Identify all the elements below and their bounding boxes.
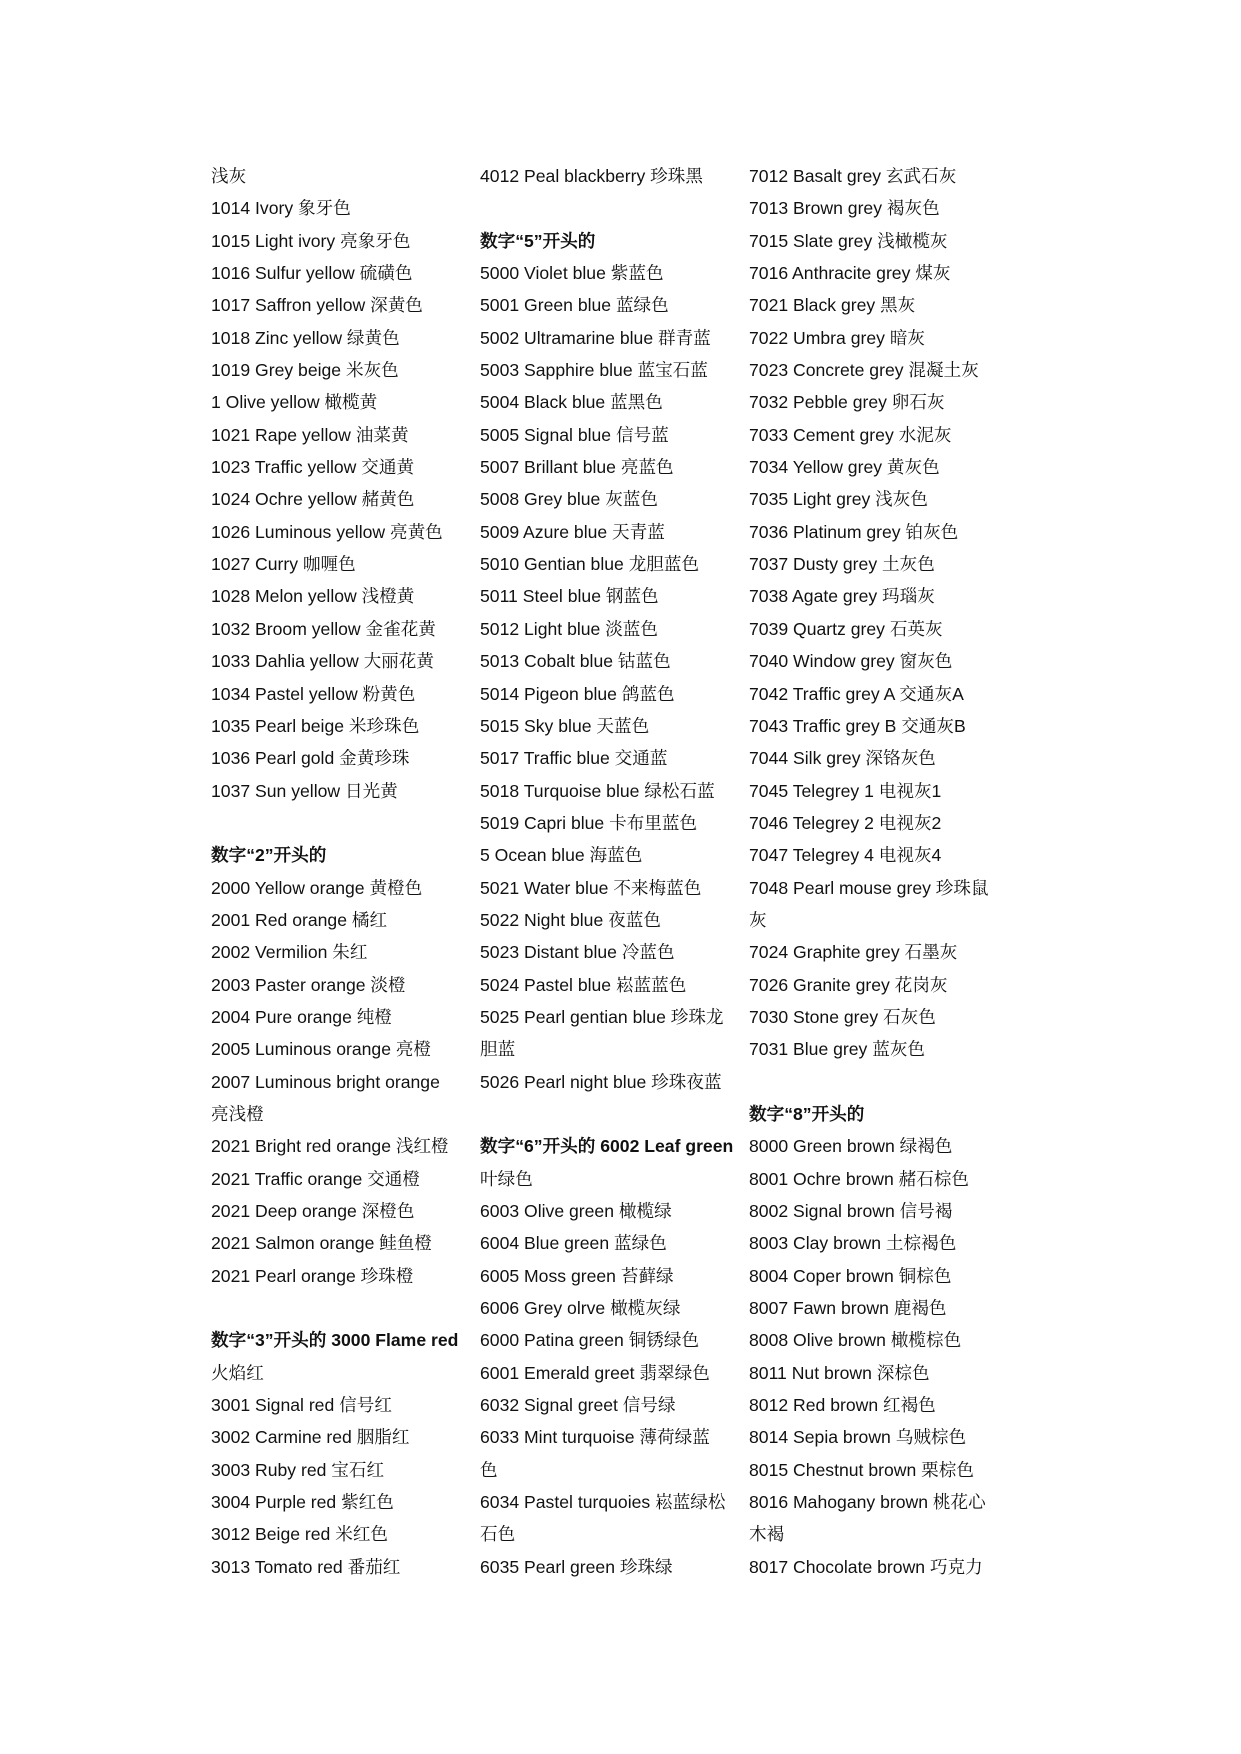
color-entry-line: 6033 Mint turquoise 薄荷绿蓝 (480, 1427, 710, 1448)
color-entry-line: 2002 Vermilion 朱红 (211, 942, 368, 963)
color-entry-line: 7039 Quartz grey 石英灰 (749, 618, 943, 639)
color-entry-line: 6006 Grey olrve 橄榄灰绿 (480, 1298, 681, 1319)
color-entry-line: 8014 Sepia brown 乌贼棕色 (749, 1427, 967, 1448)
color-entry-line: 5 Ocean blue 海蓝色 (480, 845, 643, 866)
color-entry-line: 石色 (480, 1524, 516, 1545)
color-entry-line: 2021 Pearl orange 珍珠橙 (211, 1265, 414, 1286)
color-entry-line: 2021 Bright red orange 浅红橙 (211, 1136, 449, 1157)
color-entry-line: 2003 Paster orange 淡橙 (211, 974, 406, 995)
color-entry-line: 7046 Telegrey 2 电视灰2 (749, 812, 942, 833)
color-entry-line: 7045 Telegrey 1 电视灰1 (749, 780, 942, 801)
color-entry-line: 7012 Basalt grey 玄武石灰 (749, 166, 957, 186)
color-entry-line: 7036 Platinum grey 铂灰色 (749, 521, 959, 542)
color-entry-line: 5026 Pearl night blue 珍珠夜蓝 (480, 1071, 722, 1092)
color-entry-line: 7024 Graphite grey 石墨灰 (749, 942, 958, 963)
color-entry-line: 5000 Violet blue 紫蓝色 (480, 263, 664, 284)
color-entry-line: 7033 Cement grey 水泥灰 (749, 424, 952, 445)
color-entry-line: 1034 Pastel yellow 粉黄色 (211, 683, 416, 704)
color-entry-line: 2004 Pure orange 纯橙 (211, 1006, 392, 1027)
color-entry-line: 5013 Cobalt blue 钴蓝色 (480, 651, 671, 672)
color-entry-line: 1015 Light ivory 亮象牙色 (211, 230, 411, 251)
blank-line (480, 192, 748, 224)
color-entry-line: 木褐 (749, 1524, 785, 1545)
color-entry-line: 6000 Patina green 铜锈绿色 (480, 1330, 700, 1351)
color-entry-line: 7031 Blue grey 蓝灰色 (749, 1039, 926, 1060)
color-entry-line: 1028 Melon yellow 浅橙黄 (211, 586, 415, 607)
color-entry-line: 5024 Pastel blue 崧蓝蓝色 (480, 974, 687, 995)
blank-line (211, 807, 473, 839)
color-entry-line: 7026 Granite grey 花岗灰 (749, 974, 948, 995)
color-entry-line: 7044 Silk grey 深铬灰色 (749, 748, 936, 769)
color-entry-line: 1021 Rape yellow 油菜黄 (211, 424, 409, 445)
color-entry-line: 火焰红 (211, 1362, 264, 1383)
color-entry-line: 7043 Traffic grey B 交通灰B (749, 715, 966, 736)
color-entry-line: 7023 Concrete grey 混凝土灰 (749, 360, 979, 381)
color-entry-line: 8004 Coper brown 铜棕色 (749, 1265, 952, 1286)
color-entry-line: 5022 Night blue 夜蓝色 (480, 909, 661, 930)
color-entry-line: 5025 Pearl gentian blue 珍珠龙 (480, 1006, 724, 1027)
color-entry-line: 1017 Saffron yellow 深黄色 (211, 295, 423, 316)
color-entry-line: 1018 Zinc yellow 绿黄色 (211, 327, 400, 348)
color-entry-line: 8015 Chestnut brown 栗棕色 (749, 1459, 974, 1480)
color-entry-line: 7022 Umbra grey 暗灰 (749, 327, 926, 348)
color-entry-line: 5001 Green blue 蓝绿色 (480, 295, 669, 316)
color-entry-line: 2021 Traffic orange 交通橙 (211, 1168, 420, 1189)
text-column-1 (211, 160, 473, 1583)
color-entry-line: 7047 Telegrey 4 电视灰4 (749, 845, 942, 866)
color-entry-line: 5021 Water blue 不来梅蓝色 (480, 877, 702, 898)
color-entry-line: 6032 Signal greet 信号绿 (480, 1395, 676, 1416)
color-entry-line: 5014 Pigeon blue 鸽蓝色 (480, 683, 675, 704)
color-entry-line: 3002 Carmine red 胭脂红 (211, 1427, 410, 1448)
color-entry-line: 7013 Brown grey 褐灰色 (749, 198, 940, 219)
blank-line (211, 1292, 473, 1324)
color-entry-line: 5019 Capri blue 卡布里蓝色 (480, 812, 698, 833)
color-entry-line: 2021 Deep orange 深橙色 (211, 1201, 415, 1221)
color-entry-line: 5004 Black blue 蓝黑色 (480, 392, 663, 413)
color-entry-line: 7040 Window grey 窗灰色 (749, 651, 953, 672)
section-heading: 数字“2”开头的 (211, 845, 327, 866)
color-entry-line: 8017 Chocolate brown 巧克力 (749, 1556, 983, 1577)
color-entry-line: 1023 Traffic yellow 交通黄 (211, 457, 415, 478)
blank-line (749, 1066, 1011, 1098)
color-entry-line: 灰 (749, 909, 767, 930)
color-entry-line: 8011 Nut brown 深棕色 (749, 1362, 930, 1383)
color-entry-line: 2005 Luminous orange 亮橙 (211, 1039, 432, 1060)
color-entry-line: 1035 Pearl beige 米珍珠色 (211, 715, 420, 736)
color-entry-line: 5023 Distant blue 冷蓝色 (480, 942, 675, 963)
color-entry-line: 1014 Ivory 象牙色 (211, 198, 351, 219)
color-entry-line: 1037 Sun yellow 日光黄 (211, 780, 398, 801)
color-entry-line: 8012 Red brown 红褐色 (749, 1395, 936, 1416)
color-entry-line: 1027 Curry 咖喱色 (211, 554, 356, 575)
color-entry-line: 1016 Sulfur yellow 硫磺色 (211, 263, 413, 284)
color-entry-line: 8000 Green brown 绿褐色 (749, 1136, 953, 1157)
color-entry-line: 1 Olive yellow 橄榄黄 (211, 392, 378, 413)
color-entry-line: 3012 Beige red 米红色 (211, 1524, 389, 1545)
color-entry-line: 5015 Sky blue 天蓝色 (480, 715, 650, 736)
color-entry-line: 5002 Ultramarine blue 群青蓝 (480, 327, 711, 348)
color-entry-line: 叶绿色 (480, 1168, 533, 1189)
color-entry-line: 7042 Traffic grey A 交通灰A (749, 683, 964, 704)
color-entry-line: 1036 Pearl gold 金黄珍珠 (211, 748, 410, 769)
color-entry-line: 7032 Pebble grey 卵石灰 (749, 392, 945, 413)
color-entry-line: 2007 Luminous bright orange (211, 1071, 440, 1092)
color-entry-line: 7030 Stone grey 石灰色 (749, 1006, 936, 1027)
color-entry-line: 色 (480, 1459, 498, 1480)
color-entry-line: 5011 Steel blue 钢蓝色 (480, 586, 659, 607)
color-entry-line: 7015 Slate grey 浅橄榄灰 (749, 230, 948, 251)
color-entry-line: 5012 Light blue 淡蓝色 (480, 618, 658, 639)
color-entry-line: 7035 Light grey 浅灰色 (749, 489, 928, 510)
color-entry-line: 8008 Olive brown 橄榄棕色 (749, 1330, 962, 1351)
color-entry-line: 2001 Red orange 橘红 (211, 909, 388, 930)
color-entry-line: 5008 Grey blue 灰蓝色 (480, 489, 658, 510)
color-entry-line: 5003 Sapphire blue 蓝宝石蓝 (480, 360, 708, 381)
color-entry-line: 亮浅橙 (211, 1103, 264, 1124)
color-entry-line: 8001 Ochre brown 赭石棕色 (749, 1168, 970, 1189)
color-entry-line: 1024 Ochre yellow 赭黄色 (211, 489, 415, 510)
color-entry-line: 7048 Pearl mouse grey 珍珠鼠 (749, 877, 989, 898)
blank-line (480, 1098, 748, 1130)
color-entry-line: 6005 Moss green 苔藓绿 (480, 1265, 674, 1286)
section-heading: 数字“8”开头的 (749, 1103, 865, 1124)
color-entry-line: 5018 Turquoise blue 绿松石蓝 (480, 780, 715, 801)
color-entry-line: 7037 Dusty grey 土灰色 (749, 554, 935, 575)
color-entry-line: 1026 Luminous yellow 亮黄色 (211, 521, 443, 542)
color-entry-line: 5009 Azure blue 天青蓝 (480, 521, 665, 542)
color-entry-line: 胆蓝 (480, 1039, 516, 1060)
text-column-2 (480, 160, 748, 1583)
color-entry-line: 7034 Yellow grey 黄灰色 (749, 457, 940, 478)
color-entry-line: 2021 Salmon orange 鲑鱼橙 (211, 1233, 433, 1254)
color-entry-line: 1033 Dahlia yellow 大丽花黄 (211, 651, 434, 672)
color-entry-line: 8003 Clay brown 土棕褐色 (749, 1233, 957, 1254)
section-heading: 数字“3”开头的 3000 Flame red (211, 1330, 459, 1351)
color-entry-line: 5010 Gentian blue 龙胆蓝色 (480, 554, 700, 575)
color-entry-line: 7038 Agate grey 玛瑙灰 (749, 586, 935, 607)
color-entry-line: 5017 Traffic blue 交通蓝 (480, 748, 668, 769)
section-heading: 数字“6”开头的 6002 Leaf green (480, 1136, 734, 1157)
color-entry-line: 6004 Blue green 蓝绿色 (480, 1233, 667, 1254)
color-entry-line: 3004 Purple red 紫红色 (211, 1492, 394, 1513)
color-entry-line: 6034 Pastel turquoies 崧蓝绿松 (480, 1492, 726, 1513)
color-entry-line: 6035 Pearl green 珍珠绿 (480, 1556, 673, 1577)
color-entry-line: 8002 Signal brown 信号褐 (749, 1201, 953, 1221)
color-entry-line: 5007 Brillant blue 亮蓝色 (480, 457, 674, 478)
color-entry-line: 7021 Black grey 黑灰 (749, 295, 916, 316)
color-entry-line: 3003 Ruby red 宝石红 (211, 1459, 385, 1480)
color-entry-line: 3001 Signal red 信号红 (211, 1395, 392, 1416)
color-entry-line: 4012 Peal blackberry 珍珠黑 (480, 166, 703, 186)
color-entry-line: 3013 Tomato red 番茄红 (211, 1556, 401, 1577)
color-entry-line: 1019 Grey beige 米灰色 (211, 360, 399, 381)
section-heading: 数字“5”开头的 (480, 230, 596, 251)
color-entry-line: 2000 Yellow orange 黄橙色 (211, 877, 423, 898)
color-entry-line: 8007 Fawn brown 鹿褐色 (749, 1298, 947, 1319)
color-entry-line: 浅灰 (211, 166, 247, 186)
color-entry-line: 7016 Anthracite grey 煤灰 (749, 263, 951, 284)
color-entry-line: 1032 Broom yellow 金雀花黄 (211, 618, 436, 639)
color-entry-line: 6001 Emerald greet 翡翠绿色 (480, 1362, 710, 1383)
color-entry-line: 8016 Mahogany brown 桃花心 (749, 1492, 986, 1513)
color-entry-line: 5005 Signal blue 信号蓝 (480, 424, 669, 445)
text-column-3 (749, 160, 1011, 1583)
color-entry-line: 6003 Olive green 橄榄绿 (480, 1201, 672, 1221)
